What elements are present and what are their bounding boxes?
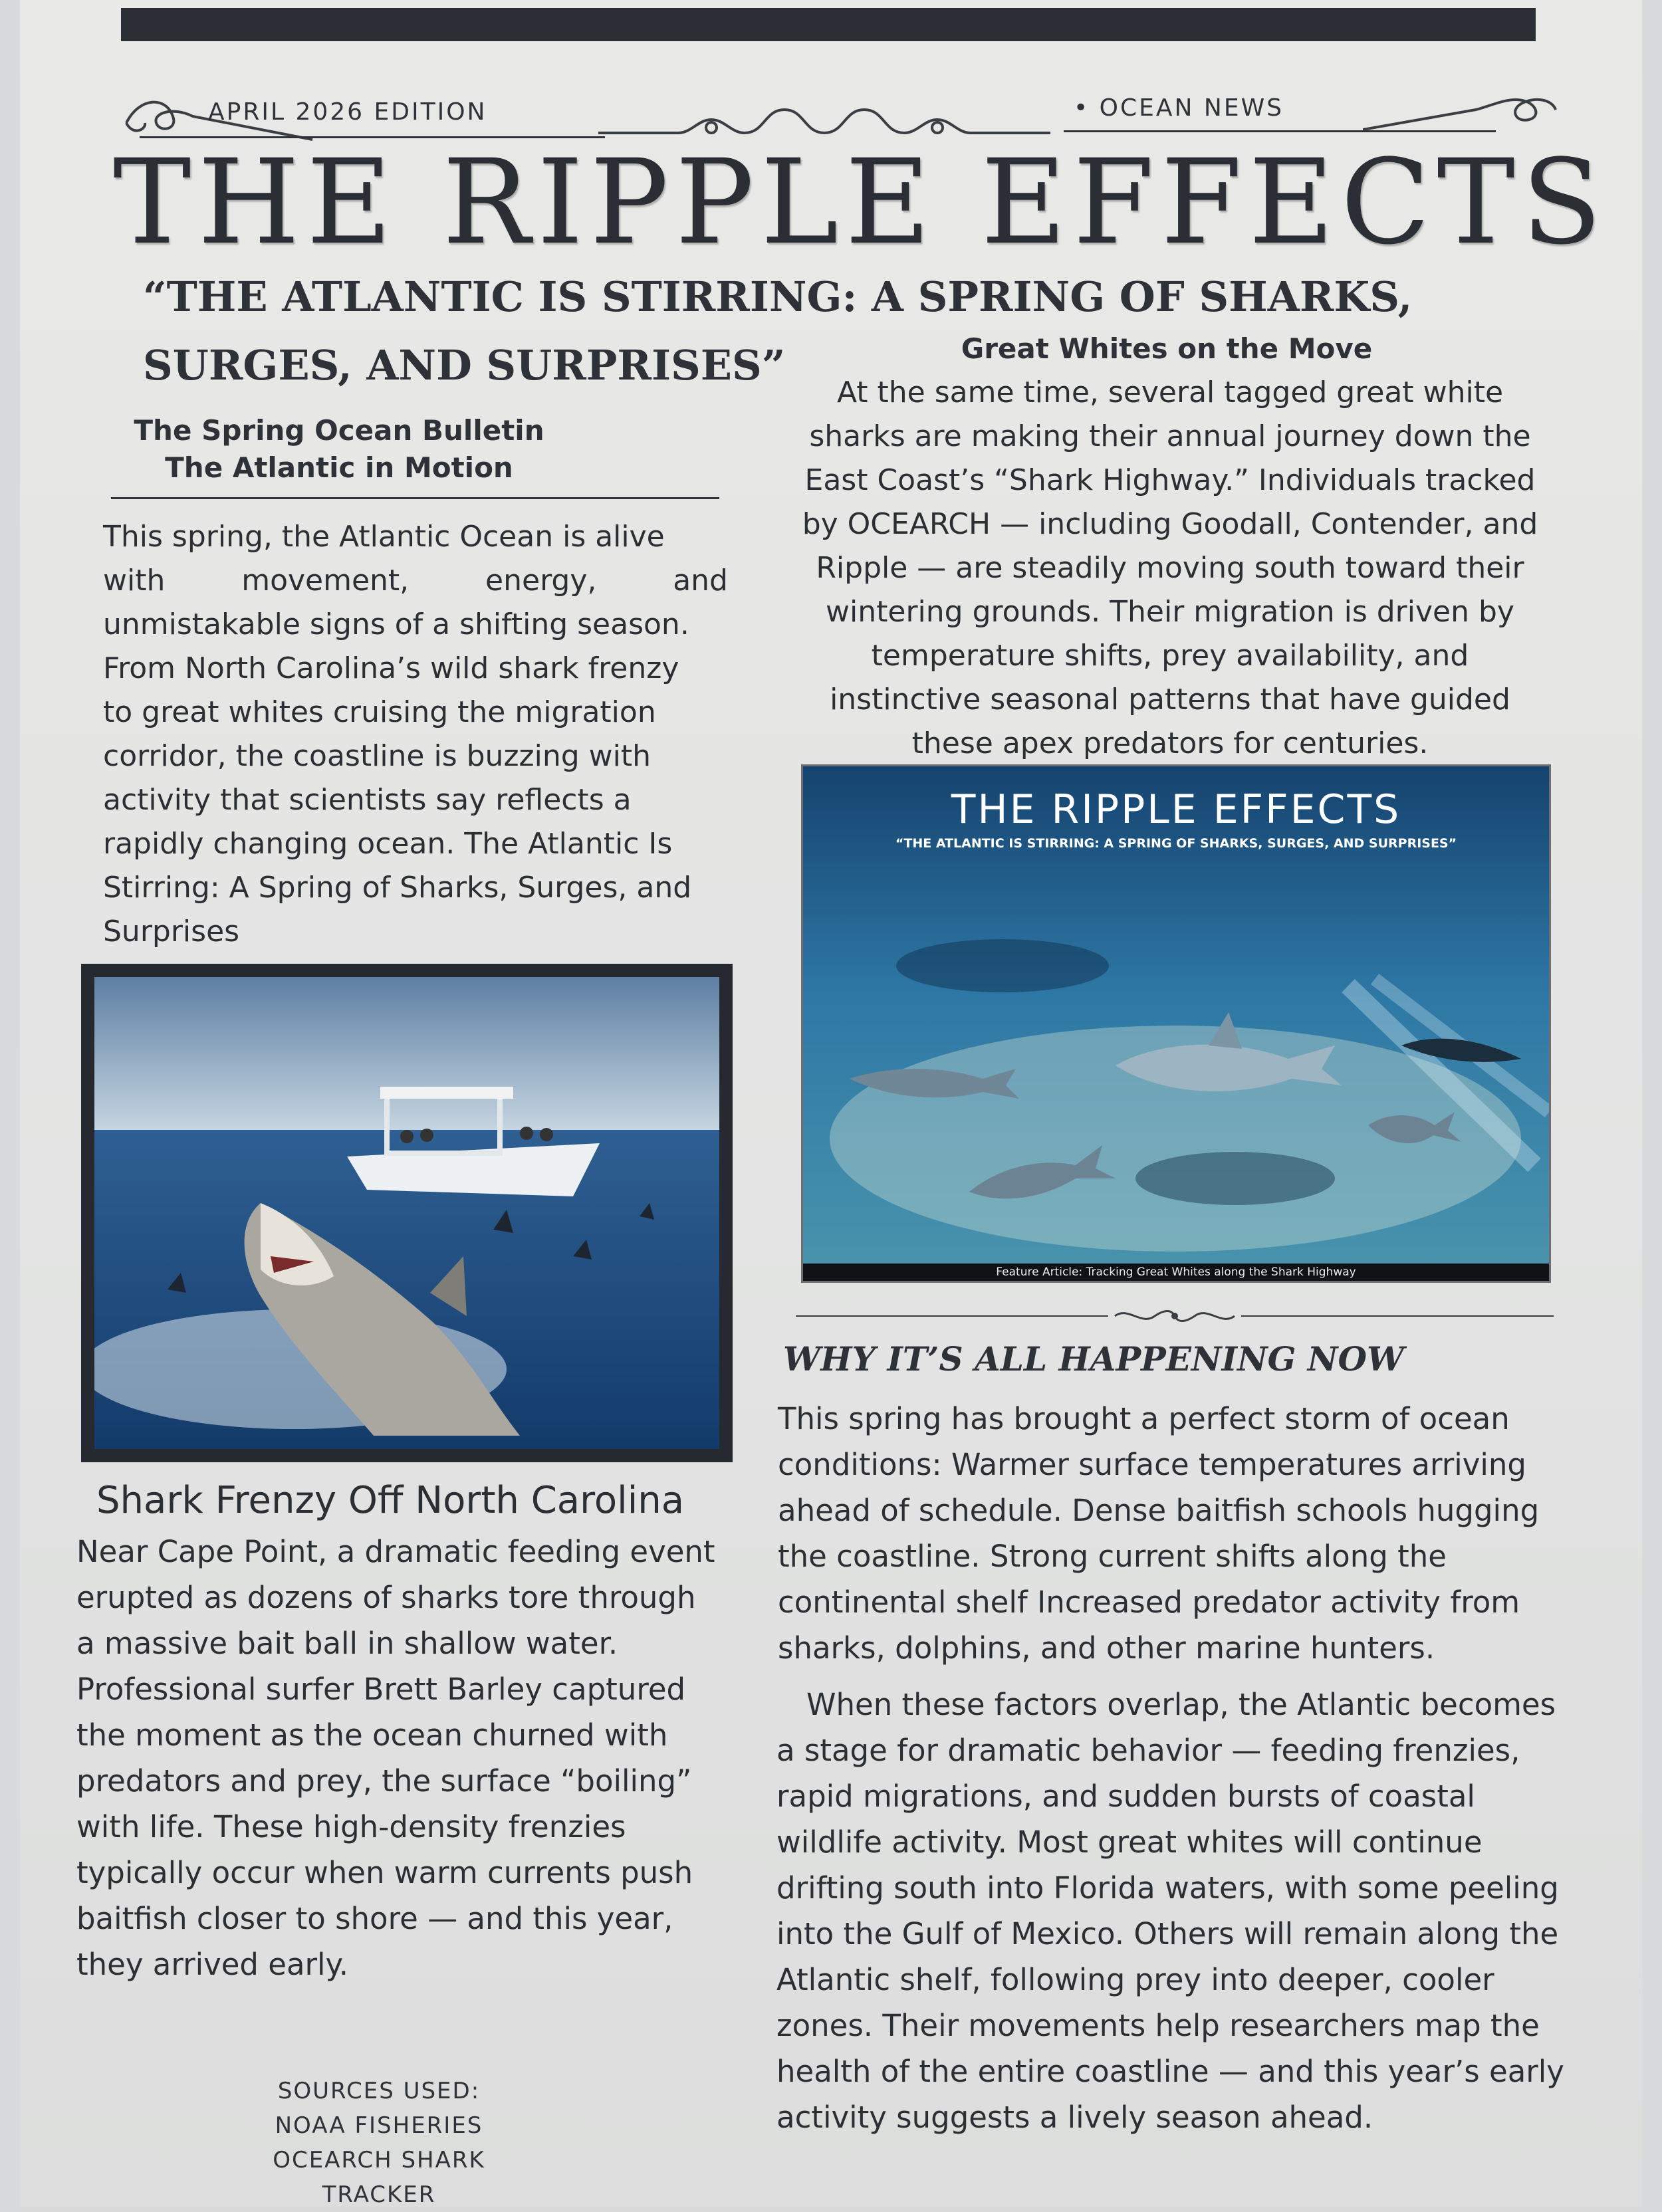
great-whites-text [778, 371, 1562, 766]
frenzy-line: with life. These high-density frenzies [76, 1809, 626, 1844]
frenzy-line: a massive bait ball in shallow water. [76, 1626, 618, 1661]
frenzy-line: erupted as dozens of sharks tore through [76, 1580, 696, 1615]
poster-caption: Feature Article: Tracking Great Whites along the Shark Highway [803, 1264, 1549, 1281]
intro-line: unmistakable signs of a shifting season. [103, 608, 689, 641]
frenzy-text [76, 1529, 735, 1987]
intro-line: This spring, the Atlantic Ocean is alive [103, 520, 665, 554]
great-whites-line: instinctive seasonal patterns that have guided [830, 683, 1510, 717]
why-line: rapid migrations, and sudden bursts of coastal [776, 1779, 1475, 1814]
why-paragraph-1 [778, 1396, 1566, 1671]
shark-frenzy-illustration [94, 977, 719, 1449]
frenzy-line: Near Cape Point, a dramatic feeding event [76, 1534, 715, 1569]
intro-line: rapidly changing ocean. The Atlantic Is [103, 827, 673, 861]
headline-line-2: SURGES, AND SURPRISES” [143, 341, 786, 389]
source-item: OCEARCH SHARK TRACKER [273, 2147, 485, 2208]
intro-line: Stirring: A Spring of Sharks, Surges, and [103, 871, 692, 905]
bulletin-subtitle: The Atlantic in Motion [165, 451, 513, 484]
why-line: wildlife activity. Most great whites will continue [776, 1825, 1483, 1860]
great-whites-line: temperature shifts, prey availability, and [871, 639, 1469, 673]
section-label: • OCEAN NEWS [1074, 94, 1284, 122]
why-line: a stage for dramatic behavior — feeding frenzies, [776, 1733, 1520, 1768]
edition-rule-right [1064, 130, 1496, 132]
great-whites-line: Ripple — are steadily moving south toward their [816, 551, 1524, 585]
why-line: health of the entire coastline — and this year’s early [776, 2054, 1564, 2089]
why-line: zones. Their movements help researchers map the [776, 2008, 1540, 2043]
frenzy-line: baitfish closer to shore — and this year, [76, 1901, 673, 1936]
great-whites-line: by OCEARCH — including Goodall, Contender, and [802, 507, 1538, 541]
source-item: NOAA FISHERIES [275, 2112, 483, 2139]
great-whites-line: wintering grounds. Their migration is driven by [826, 595, 1514, 629]
why-line: When these factors overlap, the Atlantic becomes [806, 1687, 1556, 1722]
why-line: activity suggests a lively season ahead. [776, 2100, 1373, 2135]
why-title: WHY IT’S ALL HAPPENING NOW [783, 1339, 1405, 1379]
feature-poster [801, 764, 1551, 1283]
why-line: conditions: Warmer surface temperatures arriving [778, 1447, 1526, 1482]
edition-label: APRIL 2026 EDITION [208, 98, 487, 126]
masthead-title: THE RIPPLE EFFECTS [113, 134, 1609, 271]
bulletin-heading [80, 412, 598, 487]
great-whites-line: East Coast’s “Shark Highway.” Individuals tracked [804, 463, 1536, 497]
ornament-right [1363, 80, 1562, 133]
sources-block [213, 2074, 545, 2212]
intro-line: Surprises [103, 915, 240, 948]
why-line: ahead of schedule. Dense baitfish schools hugging [778, 1493, 1540, 1528]
frenzy-line: Professional surfer Brett Barley captured [76, 1672, 686, 1707]
bulletin-title: The Spring Ocean Bulletin [134, 414, 544, 447]
bulletin-rule [111, 497, 719, 499]
why-line: continental shelf Increased predator activity from [778, 1585, 1520, 1620]
intro-line: to great whites cruising the migration [103, 695, 656, 729]
intro-line: corridor, the coastline is buzzing with [103, 739, 652, 773]
shark-frenzy-photo [81, 964, 733, 1462]
why-paragraph-2 [776, 1682, 1571, 2140]
top-bar [121, 8, 1536, 41]
frenzy-line: typically occur when warm currents push [76, 1855, 693, 1890]
intro-line: activity that scientists say reflects a [103, 783, 632, 817]
intro-line: with movement, energy, and [103, 564, 728, 598]
great-whites-title: Great Whites on the Move [961, 332, 1373, 365]
why-line: This spring has brought a perfect storm of ocean [778, 1401, 1510, 1436]
sources-heading: SOURCES USED: [277, 2078, 481, 2104]
great-whites-line: sharks are making their annual journey down the [809, 419, 1531, 453]
why-line: sharks, dolphins, and other marine hunters. [778, 1630, 1435, 1666]
poster-subtitle: “THE ATLANTIC IS STIRRING: A SPRING OF SHARKS, SURGES, AND SURPRISES” [895, 836, 1457, 851]
frenzy-title: Shark Frenzy Off North Carolina [96, 1479, 685, 1522]
frenzy-line: they arrived early. [76, 1947, 349, 1982]
section-divider [796, 1303, 1554, 1329]
great-whites-line: At the same time, several tagged great white [836, 376, 1504, 409]
intro-line: From North Carolina’s wild shark frenzy [103, 651, 679, 685]
frenzy-line: the moment as the ocean churned with [76, 1717, 668, 1753]
great-whites-line: these apex predators for centuries. [911, 726, 1429, 760]
intro-text [103, 515, 728, 954]
why-line: Atlantic shelf, following prey into deeper, cooler [776, 1962, 1494, 1997]
poster-title: THE RIPPLE EFFECTS [951, 786, 1401, 833]
headline-line-1: “THE ATLANTIC IS STIRRING: A SPRING OF SHARKS, [143, 273, 1413, 321]
frenzy-line: predators and prey, the surface “boiling” [76, 1763, 692, 1799]
why-line: the coastline. Strong current shifts along the [778, 1539, 1447, 1574]
why-line: into the Gulf of Mexico. Others will remain along the [776, 1916, 1559, 1951]
why-line: drifting south into Florida waters, with some peeling [776, 1870, 1559, 1906]
